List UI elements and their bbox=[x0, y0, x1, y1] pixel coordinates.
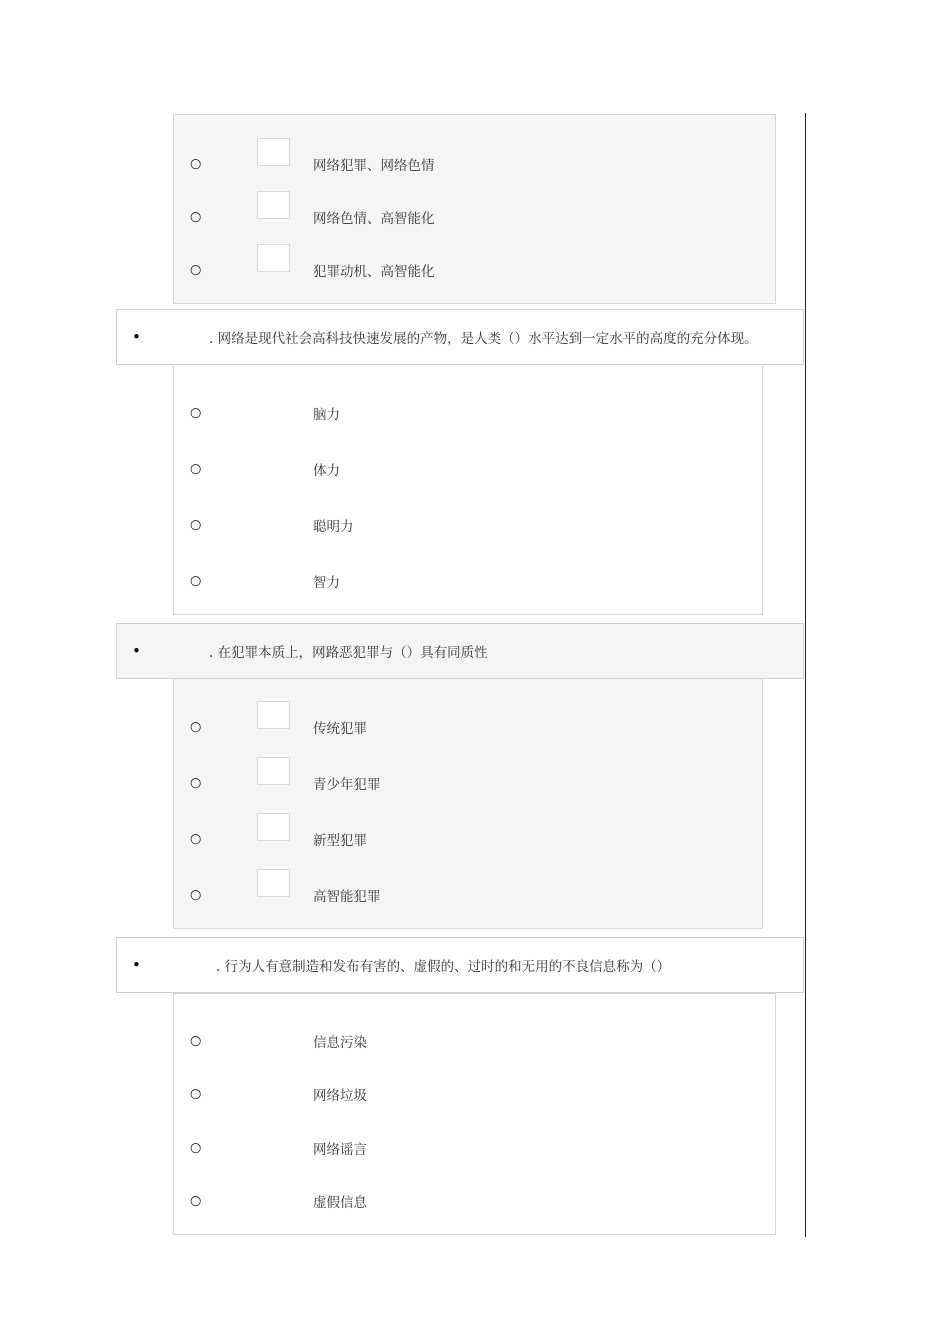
option-2[interactable] bbox=[174, 449, 762, 489]
radio-marker: ○ bbox=[190, 887, 202, 903]
radio-marker: ○ bbox=[190, 461, 202, 477]
radio-marker: ○ bbox=[190, 719, 202, 735]
option-3[interactable] bbox=[174, 819, 762, 859]
option-4[interactable] bbox=[174, 561, 762, 601]
question-bullet: • bbox=[132, 328, 141, 346]
radio-marker: ○ bbox=[190, 156, 202, 172]
option-checkbox[interactable] bbox=[257, 757, 290, 785]
option-label: 网络色情、高智能化 bbox=[313, 211, 435, 227]
option-checkbox[interactable] bbox=[257, 869, 290, 897]
option-checkbox[interactable] bbox=[257, 191, 290, 219]
question-bar-1 bbox=[116, 309, 804, 365]
option-label: 高智能犯罪 bbox=[313, 889, 381, 905]
option-4[interactable] bbox=[174, 875, 762, 915]
option-label: 聪明力 bbox=[313, 519, 354, 535]
option-checkbox[interactable] bbox=[257, 138, 290, 166]
option-4[interactable] bbox=[174, 1181, 775, 1221]
option-label: 新型犯罪 bbox=[313, 833, 367, 849]
radio-marker: ○ bbox=[190, 209, 202, 225]
radio-marker: ○ bbox=[190, 1193, 202, 1209]
option-label: 智力 bbox=[313, 575, 340, 591]
option-label: 网络垃圾 bbox=[313, 1088, 367, 1104]
option-1[interactable] bbox=[174, 393, 762, 433]
option-label: 青少年犯罪 bbox=[313, 777, 381, 793]
option-2[interactable] bbox=[174, 197, 775, 237]
radio-marker: ○ bbox=[190, 775, 202, 791]
option-label: 传统犯罪 bbox=[313, 721, 367, 737]
option-1[interactable] bbox=[174, 1021, 775, 1061]
question-bullet: • bbox=[132, 642, 141, 660]
question-bar-2 bbox=[116, 623, 804, 679]
radio-marker: ○ bbox=[190, 405, 202, 421]
options-panel-1 bbox=[173, 114, 776, 304]
radio-marker: ○ bbox=[190, 1140, 202, 1156]
question-text: . 网络是现代社会高科技快速发展的产物，是人类（）水平达到一定水平的高度的充分体现。 bbox=[209, 331, 758, 347]
right-border-line bbox=[805, 113, 806, 1237]
radio-marker: ○ bbox=[190, 517, 202, 533]
option-3[interactable] bbox=[174, 505, 762, 545]
question-bar-3 bbox=[116, 937, 804, 993]
options-panel-2 bbox=[173, 366, 763, 615]
option-2[interactable] bbox=[174, 763, 762, 803]
option-label: 虚假信息 bbox=[313, 1195, 367, 1211]
option-checkbox[interactable] bbox=[257, 813, 290, 841]
option-1[interactable] bbox=[174, 144, 775, 184]
options-panel-4 bbox=[173, 993, 776, 1235]
radio-marker: ○ bbox=[190, 573, 202, 589]
options-panel-3 bbox=[173, 679, 763, 929]
option-label: 网络犯罪、网络色情 bbox=[313, 158, 435, 174]
option-label: 网络谣言 bbox=[313, 1142, 367, 1158]
option-3[interactable] bbox=[174, 250, 775, 290]
option-1[interactable] bbox=[174, 707, 762, 747]
radio-marker: ○ bbox=[190, 262, 202, 278]
option-label: 体力 bbox=[313, 463, 340, 479]
option-label: 信息污染 bbox=[313, 1035, 367, 1051]
option-checkbox[interactable] bbox=[257, 701, 290, 729]
option-label: 犯罪动机、高智能化 bbox=[313, 264, 435, 280]
radio-marker: ○ bbox=[190, 1033, 202, 1049]
question-text: . 在犯罪本质上，网路恶犯罪与（）具有同质性 bbox=[209, 645, 488, 661]
radio-marker: ○ bbox=[190, 831, 202, 847]
option-checkbox[interactable] bbox=[257, 244, 290, 272]
option-label: 脑力 bbox=[313, 407, 340, 423]
question-bullet: • bbox=[132, 956, 141, 974]
question-text: . 行为人有意制造和发布有害的、虚假的、过时的和无用的不良信息称为（） bbox=[216, 959, 671, 975]
option-2[interactable] bbox=[174, 1074, 775, 1114]
option-3[interactable] bbox=[174, 1128, 775, 1168]
radio-marker: ○ bbox=[190, 1086, 202, 1102]
